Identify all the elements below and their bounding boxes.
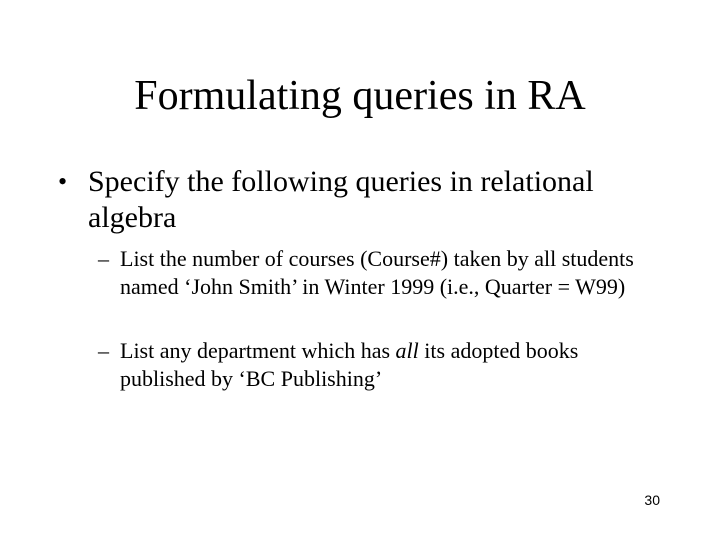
bullet-mark: •	[58, 167, 68, 196]
main-bullet	[58, 164, 658, 236]
sub-bullet-2	[98, 337, 658, 393]
sub-bullet-text	[120, 337, 658, 393]
slide-number: 30	[644, 492, 660, 508]
slide-title: Formulating queries in RA	[134, 73, 586, 119]
bullet-text: Specify the following queries in relational algebra	[88, 165, 594, 234]
sub-bullet-dash: –	[98, 246, 109, 271]
sub-bullet-text-start: List any department which has	[120, 338, 396, 363]
sub-bullet-text: List the number of courses (Course#) taken by all students named ‘John Smith’ in Winter 1999 (i.e., Quarter = W99)	[120, 246, 634, 299]
sub-bullet-text-end: its adopted books published by ‘BC Publishing’	[120, 338, 579, 391]
sub-bullet-dash: –	[98, 338, 109, 363]
emphasized-word: all	[395, 338, 419, 363]
sub-bullet-1	[98, 245, 658, 301]
